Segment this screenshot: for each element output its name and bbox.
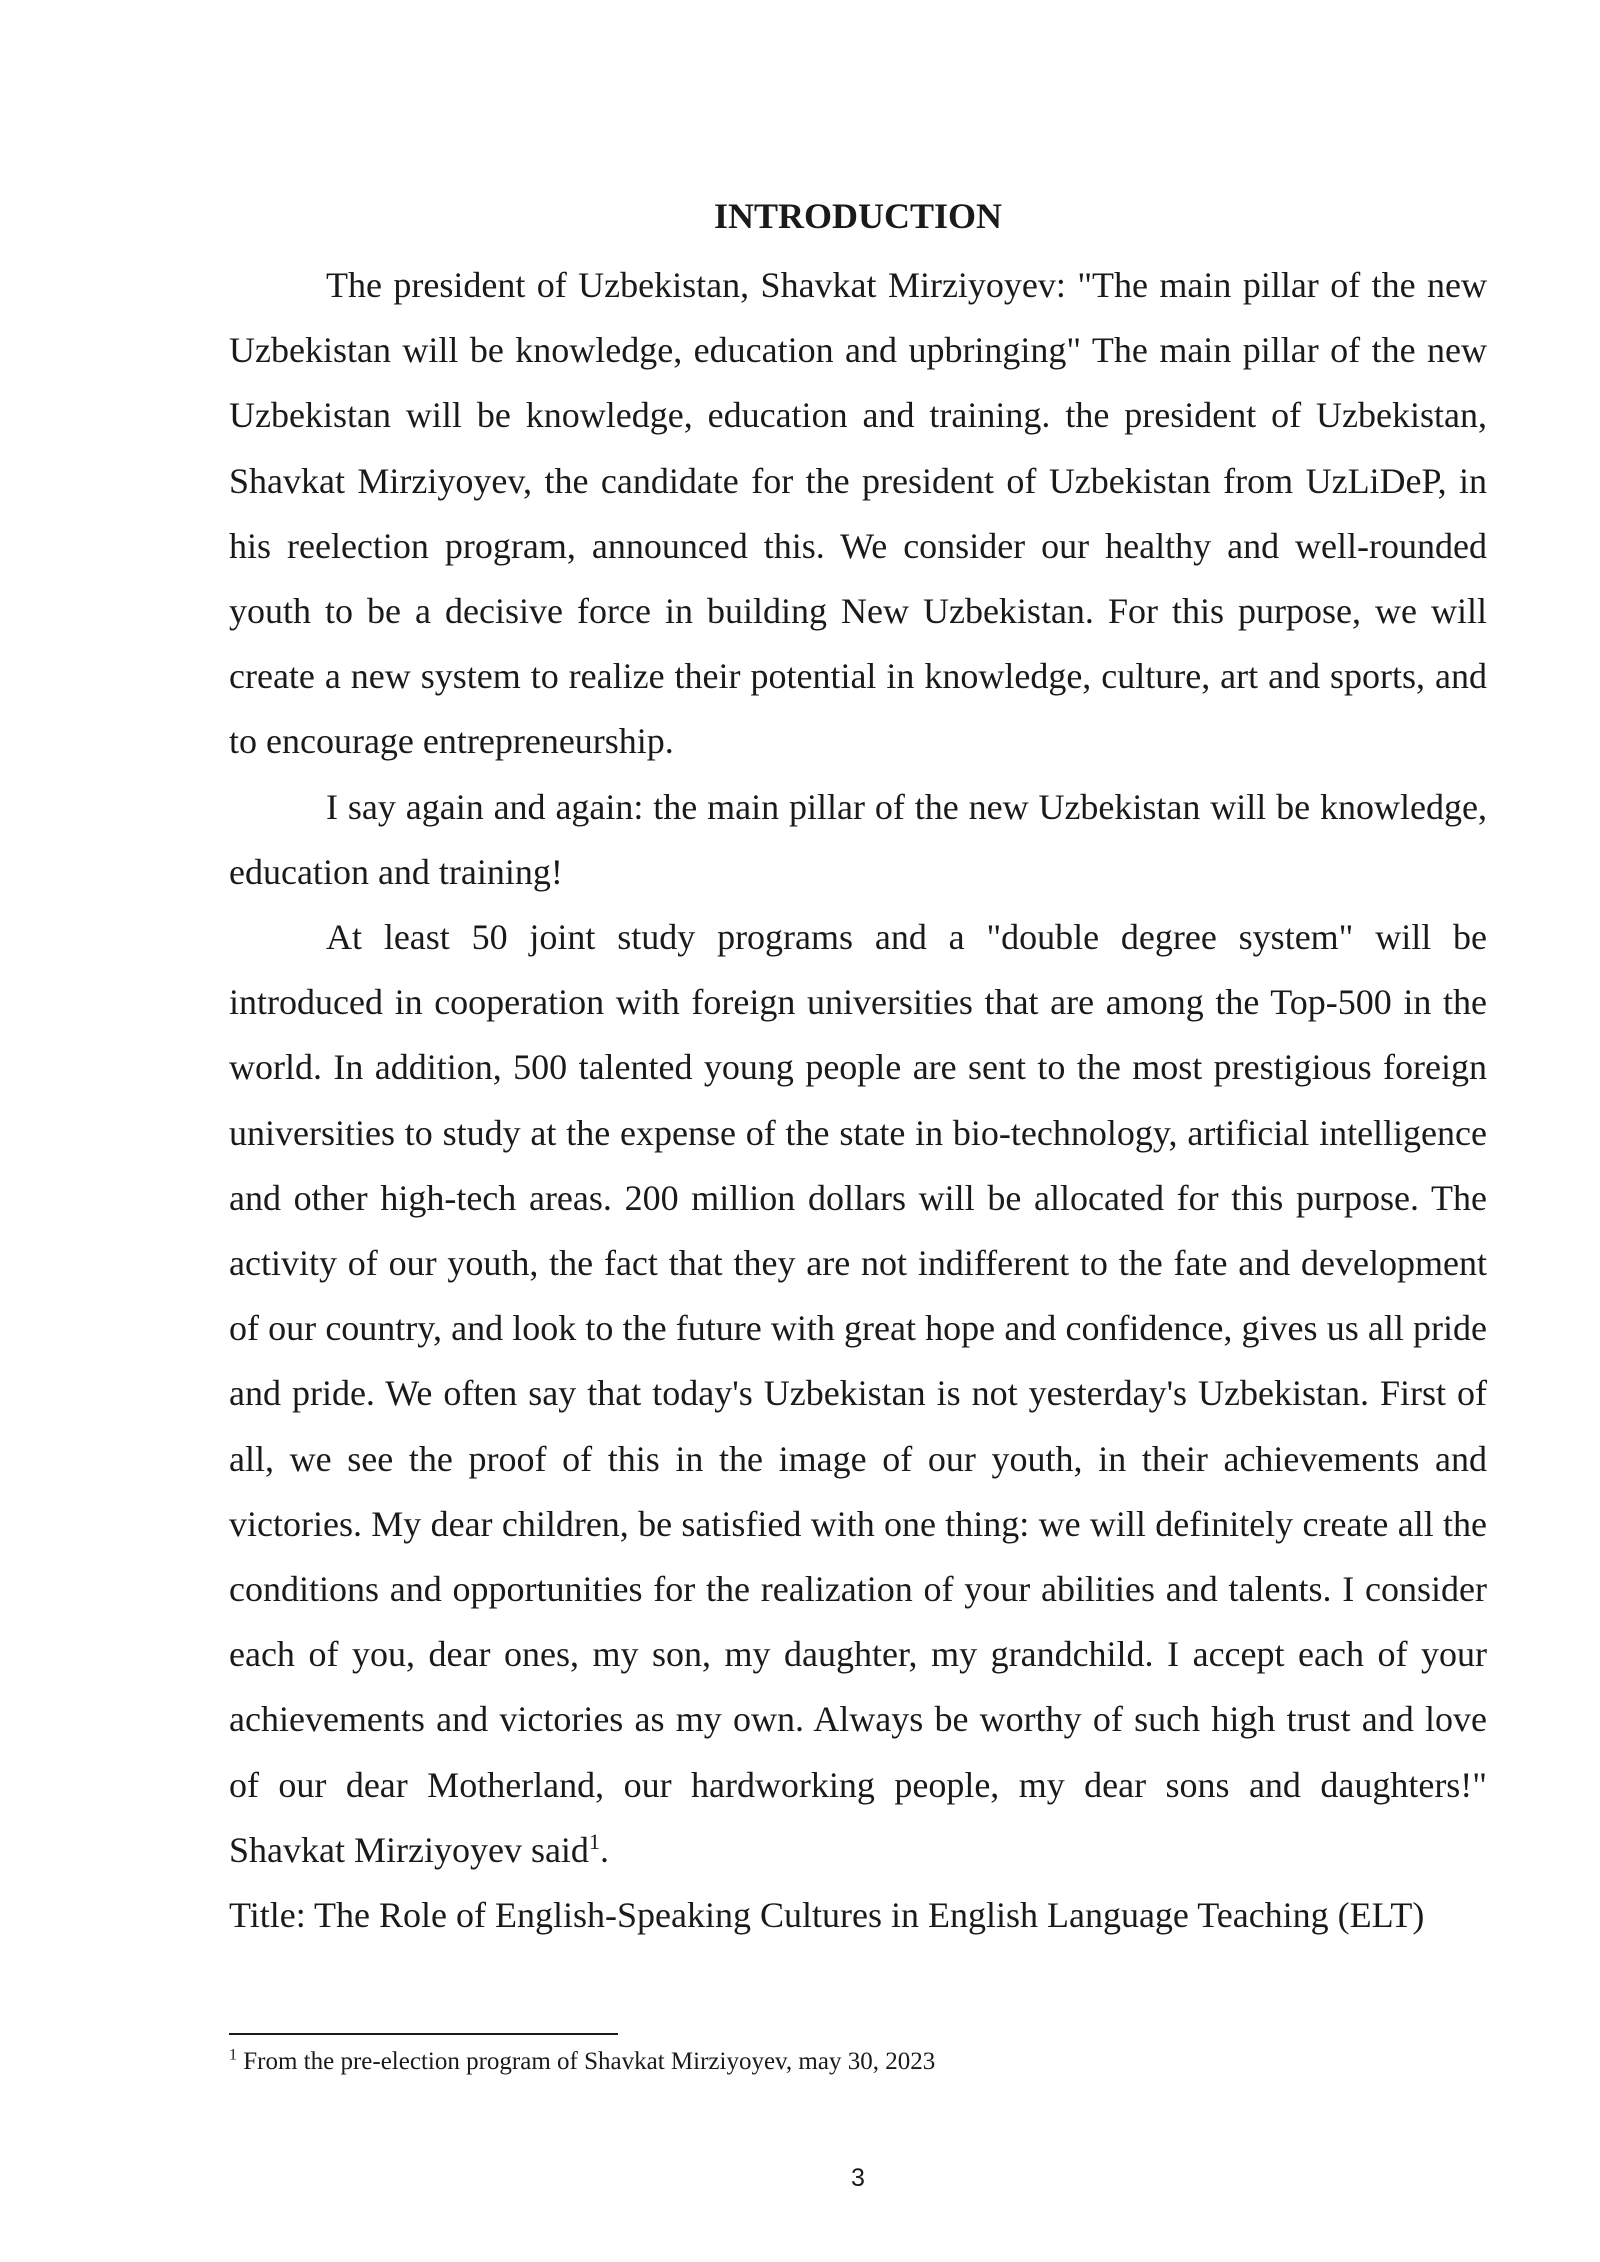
footnote-text: From the pre-election program of Shavkat Mirziyoyev, may 30, 2023 — [237, 2048, 936, 2075]
page-number: 3 — [851, 2164, 865, 2192]
section-heading: INTRODUCTION — [713, 196, 1003, 236]
paragraph-3-text: At least 50 joint study programs and a "double degree system" will be introduced in cooperation with foreign universities that are among the Top-500 in the world. In addition, 500 talented young people are sent to the most prestigious foreign universities to study at the expense of the state in bio-technology, artificial intelligence and other high-tech areas. 200 million dollars will be allocated for this purpose. The activity of our youth, the fact that they are not indifferent to the fate and development of our country, and look to the future with great hope and confidence, gives us all pride and pride. We often say that today's Uzbekistan is not yesterday's Uzbekistan. First of all, we see the proof of this in the image of our youth, in their achievements and victories. My dear children, be satisfied with one thing: we will definitely create all the conditions and opportunities for the realization of your abilities and talents. I consider each of you, dear ones, my son, my daughter, my grandchild. I accept each of your achievements and victories as my own. Always be worthy of such high trust and love of our dear Motherland, our hardworking people, my dear sons and daughters!" Shavkat Mirziyoyev said — [229, 917, 1487, 1870]
footnote — [229, 2045, 1487, 2079]
body-content — [229, 190, 1487, 1948]
title-line: Title: The Role of English-Speaking Cultures in English Language Teaching (ELT) — [229, 1895, 1425, 1936]
paragraph-3-end: . — [599, 1829, 609, 1870]
footnote-reference: 1 — [588, 1828, 600, 1854]
footnote-separator — [229, 2033, 618, 2035]
paragraph-2: I say again and again: the main pillar of the new Uzbekistan will be knowledge, education and training! — [229, 786, 1487, 892]
paragraph-1: The president of Uzbekistan, Shavkat Mirziyoyev: "The main pillar of the new Uzbekistan will be knowledge, education and upbringing" The main pillar of the new Uzbekistan will be knowledge, education and training. the president of Uzbekistan, Shavkat Mirziyoyev, the candidate for the president of Uzbekistan from UzLiDeP, in his reelection program, announced this. We consider our healthy and well-rounded youth to be a decisive force in building New Uzbekistan. For this purpose, we will create a new system to realize their potential in knowledge, culture, art and sports, and to encourage entrepreneurship. — [229, 265, 1487, 762]
paragraph-3 — [229, 905, 1487, 1883]
footnote-marker: 1 — [229, 2046, 237, 2064]
